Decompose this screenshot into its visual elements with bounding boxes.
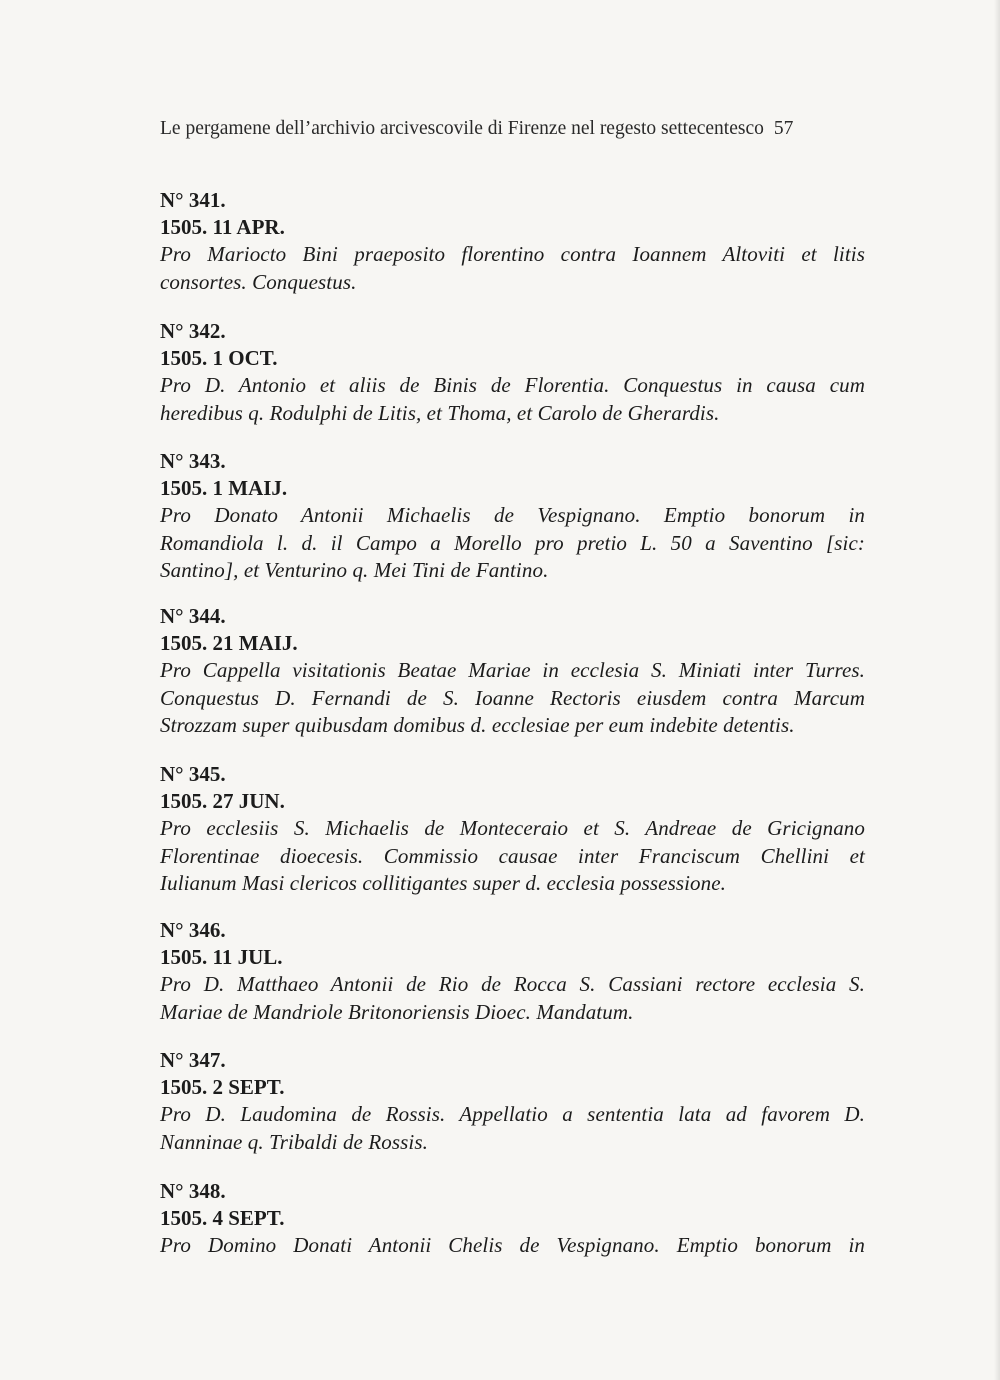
- summary-line: heredibus q. Rodulphi de Litis, et Thoma, et Carolo de Gherardis.: [160, 400, 720, 425]
- register-entry: [160, 1178, 865, 1260]
- summary-line: Conquestus D. Fernandi de S. Ioanne Rectoris eiusdem contra Marcum: [160, 685, 865, 710]
- summary-line: Pro Mariocto Bini praeposito florentino contra Ioannem Altoviti et litis: [160, 242, 865, 266]
- register-entry: [160, 603, 865, 740]
- summary-line: Mariae de Mandriole Britonoriensis Dioec. Mandatum.: [160, 999, 634, 1024]
- entry-number: N° 348.: [160, 1179, 226, 1203]
- register-entry: [160, 761, 865, 898]
- summary-line: Pro D. Laudomina de Rossis. Appellatio a sententia lata ad favorem D.: [160, 1102, 865, 1126]
- summary-line: Iulianum Masi clericos collitigantes super d. ecclesia possessione.: [160, 871, 727, 895]
- summary-line: Nanninae q. Tribaldi de Rossis.: [160, 1129, 428, 1154]
- entry-date: 1505. 1 MAIJ.: [160, 476, 288, 500]
- summary-line: Romandiola l. d. il Campo a Morello pro pretio L. 50 a Saventino [sic:: [160, 530, 865, 555]
- scan-edge-shadow: [994, 0, 1000, 1380]
- running-head-title: Le pergamene dell’archivio arcivescovile di Firenze nel regesto settecentesco: [160, 118, 764, 139]
- summary-line: Pro D. Matthaeo Antonii de Rio de Rocca S. Cassiani rectore ecclesia S.: [160, 972, 865, 996]
- running-head: [160, 116, 840, 142]
- summary-line: Florentinae dioecesis. Commissio causae inter Franciscum Chellini et: [160, 843, 865, 868]
- entry-number: N° 347.: [160, 1048, 226, 1072]
- register-entry: [160, 1047, 865, 1156]
- entry-summary: [160, 241, 865, 296]
- entry-date: 1505. 11 APR.: [160, 215, 285, 239]
- entry-summary: [160, 815, 865, 898]
- summary-line: Strozzam super quibusdam domibus d. ecclesiae per eum indebite detentis.: [160, 713, 795, 737]
- summary-line: Pro Donato Antonii Michaelis de Vespignano. Emptio bonorum in: [160, 503, 865, 527]
- entry-date: 1505. 21 MAIJ.: [160, 631, 298, 655]
- entry-summary: [160, 1101, 865, 1156]
- page-number: 57: [773, 118, 794, 139]
- entry-number: N° 344.: [160, 604, 226, 628]
- register-entry: [160, 917, 865, 1026]
- entry-summary: [160, 372, 865, 427]
- summary-line: Pro Domino Donati Antonii Chelis de Vespignano. Emptio bonorum in: [160, 1233, 865, 1257]
- entry-number: N° 346.: [160, 918, 226, 942]
- entry-date: 1505. 2 SEPT.: [160, 1075, 285, 1099]
- summary-line: Pro Cappella visitationis Beatae Mariae in ecclesia S. Miniati inter Turres.: [160, 658, 865, 682]
- register-entry: [160, 187, 865, 296]
- summary-line: Pro ecclesiis S. Michaelis de Monteceraio et S. Andreae de Gricignano: [160, 816, 865, 840]
- entry-summary: [160, 971, 865, 1026]
- entry-number: N° 341.: [160, 188, 226, 212]
- entry-date: 1505. 1 OCT.: [160, 346, 278, 370]
- register-entry: [160, 448, 865, 585]
- entry-number: N° 345.: [160, 762, 226, 786]
- summary-line: Pro D. Antonio et aliis de Binis de Florentia. Conquestus in causa cum: [160, 373, 865, 397]
- entry-summary: [160, 1232, 865, 1260]
- summary-line: consortes. Conquestus.: [160, 269, 357, 294]
- register-entry: [160, 318, 865, 427]
- entry-summary: [160, 657, 865, 740]
- summary-line: Santino], et Venturino q. Mei Tini de Fantino.: [160, 558, 549, 582]
- entry-number: N° 343.: [160, 449, 226, 473]
- entry-summary: [160, 502, 865, 585]
- entry-date: 1505. 4 SEPT.: [160, 1206, 285, 1230]
- entry-date: 1505. 27 JUN.: [160, 789, 285, 813]
- entry-date: 1505. 11 JUL.: [160, 945, 283, 969]
- entry-number: N° 342.: [160, 319, 226, 343]
